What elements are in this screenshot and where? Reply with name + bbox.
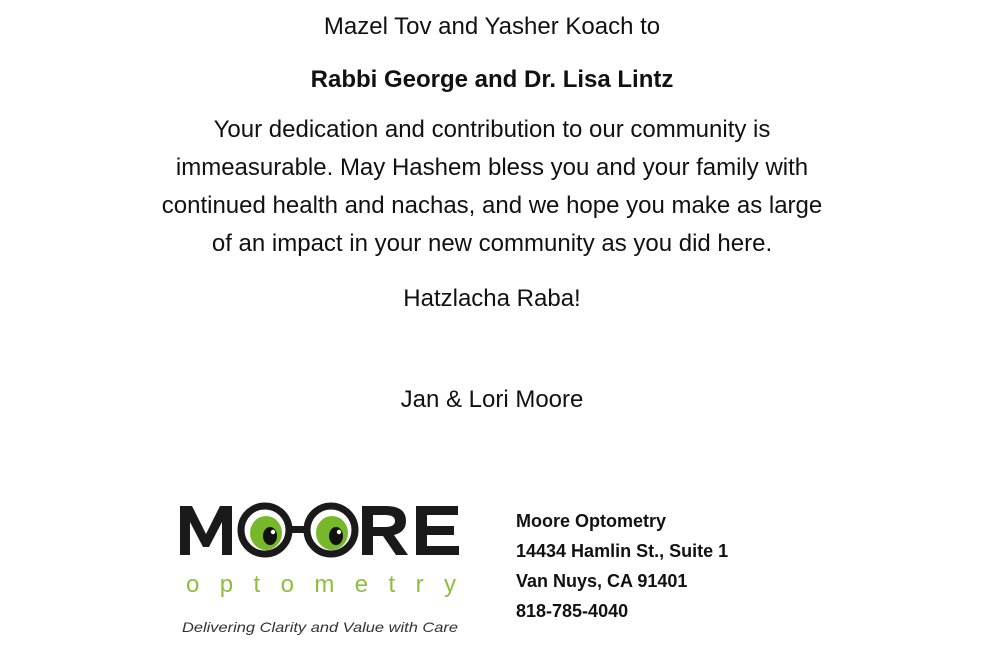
moore-optometry-logo xyxy=(178,500,468,642)
logo-letter-e xyxy=(416,506,459,555)
logo-subtitle: optometry xyxy=(186,571,456,598)
business-name: Moore Optometry xyxy=(516,511,667,531)
message-body: Your dedication and contribution to our community is immeasurable. May Hashem bless you and your family with continued health and nachas, and we hope you make as large of an impact in your new community as you did here. xyxy=(161,116,823,257)
logo-tagline: Delivering Clarity and Value with Care xyxy=(182,619,459,635)
logo-graphic xyxy=(178,500,468,642)
logo-letter-m xyxy=(180,506,232,555)
address-line-2: Van Nuys, CA 91401 xyxy=(516,571,688,591)
address-line-1: 14434 Hamlin St., Suite 1 xyxy=(516,541,729,561)
signature: Jan & Lori Moore xyxy=(400,386,584,413)
phone-number: 818-785-4040 xyxy=(516,601,629,621)
logo-letter-r xyxy=(362,506,408,555)
left-eye-icon xyxy=(241,506,289,554)
right-eye-icon xyxy=(307,506,355,554)
contact-block xyxy=(516,506,728,626)
honorees-name: Rabbi George and Dr. Lisa Lintz xyxy=(310,66,674,93)
closing-line: Hatzlacha Raba! xyxy=(403,285,581,312)
greeting-line: Mazel Tov and Yasher Koach to xyxy=(323,13,661,40)
